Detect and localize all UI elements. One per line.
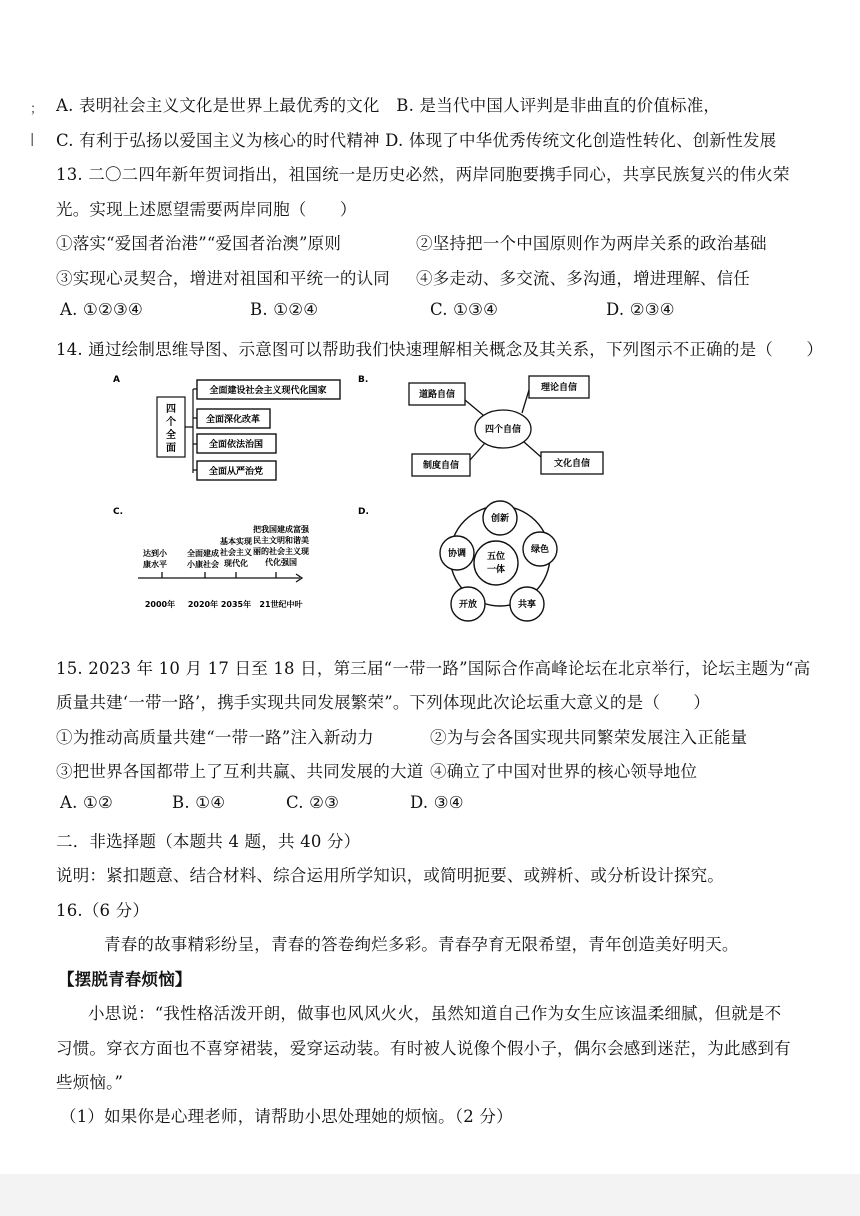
diagram-c-goal: 基本实现 [220,537,252,546]
diagram-b-item: 道路自信 [418,390,456,400]
diagram-b-item: 理论自信 [540,383,578,393]
q15-option-3: ③把世界各国都带上了互利共赢、共同发展的大道 [56,762,424,781]
q16-intro: 青春的故事精彩纷呈，青春的答卷绚烂多彩。青春孕育无限希望，青年创造美好明天。 [104,935,739,954]
diagram-c-year: 2035年 [220,600,252,609]
q16-material-line3: 些烦恼。” [56,1073,124,1092]
q15-choice-c: C. ②③ [286,793,340,812]
q14-diagrams [0,360,860,630]
diagram-a-center: 全 [166,430,176,441]
section2-title: 二．非选择题（本题共 4 题，共 40 分） [56,832,361,851]
diagram-c-year: 21世纪中叶 [259,600,303,609]
section2-note: 说明：紧扣题意、结合材料、综合运用所学知识，或简明扼要、或辨析、或分析设计探究。 [56,866,724,885]
diagram-c [138,572,302,582]
diagram-c-year: 2020年 [187,600,219,609]
diagram-a-item: 全面依法治国 [208,440,264,450]
diagram-c-label: C. [113,507,124,517]
diagram-c-goal: 达到小 [143,549,167,558]
diagram-c-goal: 康水平 [143,560,167,569]
q13-option-3: ③实现心灵契合，增进对祖国和平统一的认同 [56,269,390,288]
diagram-d-item: 协调 [447,549,467,559]
q12-options-line1: A. 表明社会主义文化是世界上最优秀的文化 B. 是当代中国人评判是非曲直的价值标准， [56,96,721,115]
diagram-b-center: 四个自信 [484,425,522,435]
q15-choice-d: D. ③④ [410,793,464,812]
diagram-c-goal: 代化强国 [265,558,297,567]
diagram-d-label: D. [358,507,369,517]
q16-question-1: （1）如果你是心理老师，请帮助小思处理她的烦恼。（2 分） [60,1107,513,1126]
diagram-d-item: 创新 [490,514,510,524]
q15-stem-line2: 质量共建‘一带一路’，携手实现共同发展繁荣”。下列体现此次论坛重大意义的是（ ） [56,693,711,712]
diagram-d-item: 绿色 [530,545,550,555]
q15-stem-line1: 15. 2023 年 10 月 17 日至 18 日，第三届“一带一路”国际合作高峰论坛在北京举行，论坛主题为“高 [56,659,811,678]
q16-material-line2: 习惯。穿衣方面也不喜穿裙装，爱穿运动装。有时被人说像个假小子，偶尔会感到迷茫，为此感到有 [56,1039,791,1058]
diagram-d-item: 开放 [458,600,478,610]
diagram-d-item: 共享 [517,600,537,610]
q13-stem-line1: 13. 二〇二四年新年贺词指出，祖国统一是历史必然，两岸同胞要携手同心，共享民族复兴的伟火荣 [56,165,790,184]
diagram-c-year: 2000年 [144,600,176,609]
q13-choice-b: B. ①②④ [250,300,319,319]
q15-option-4: ④确立了中国对世界的核心领导地位 [430,762,698,781]
diagram-b-item: 文化自信 [553,459,591,469]
diagram-a-label: A [113,375,120,385]
q13-choice-c: C. ①③④ [430,300,499,319]
q13-choice-a: A. ①②③④ [60,300,143,319]
q16-heading: 【摆脱青春烦恼】 [58,970,192,989]
page-bottom-band [0,1174,860,1216]
margin-mark: | [30,132,35,147]
q13-option-2: ②坚持把一个中国原则作为两岸关系的政治基础 [416,234,767,253]
q12-options-line2: C. 有利于弘扬以爱国主义为核心的时代精神 D. 体现了中华优秀传统文化创造性转化、创新性发展 [56,131,777,150]
diagram-a-center: 四 [166,404,176,415]
diagram-d-center: 一体 [486,565,506,575]
diagram-a-center: 面 [166,443,176,454]
q13-choice-d: D. ②③④ [606,300,675,319]
q15-choice-b: B. ①④ [172,793,226,812]
q13-option-4: ④多走动、多交流、多沟通，增进理解、信任 [416,269,750,288]
q13-option-1: ①落实“爱国者治港”“爱国者治澳”原则 [56,234,342,253]
diagram-c-goal: 民主文明和谐美 [253,536,309,545]
diagram-c-goal: 现代化 [224,559,248,568]
q15-option-2: ②为与会各国实现共同繁荣发展注入正能量 [430,728,748,747]
diagram-d-center: 五位 [486,552,506,562]
q16-material-line1: 小思说：“我性格活泼开朗，做事也风风火火，虽然知道自己作为女生应该温柔细腻，但就是不 [88,1004,782,1023]
q15-choice-a: A. ①② [60,793,113,812]
q14-stem: 14. 通过绘制思维导图、示意图可以帮助我们快速理解相关概念及其关系，下列图示不正确的是（ ） [56,340,824,359]
q15-option-1: ①为推动高质量共建“一带一路”注入新动力 [56,728,374,747]
diagram-c-goal: 小康社会 [187,560,219,569]
q13-stem-line2: 光。实现上述愿望需要两岸同胞（ ） [56,200,357,219]
q16-head: 16.（6 分） [56,901,150,920]
diagram-a-item: 全面建设社会主义现代化国家 [209,386,327,396]
diagram-c-goal: 把我国建成富强 [253,525,309,534]
diagram-b-label: B. [358,375,369,385]
diagram-a-item: 全面深化改革 [205,415,261,425]
diagram-c-goal: 丽的社会主义现 [253,547,309,556]
diagram-a-center: 个 [166,417,176,428]
diagram-c-goal: 全面建成 [187,549,219,558]
diagram-a-item: 全面从严治党 [208,467,264,477]
diagram-b-item: 制度自信 [422,461,460,471]
margin-mark: ； [30,102,44,117]
diagram-c-goal: 社会主义 [220,548,252,557]
